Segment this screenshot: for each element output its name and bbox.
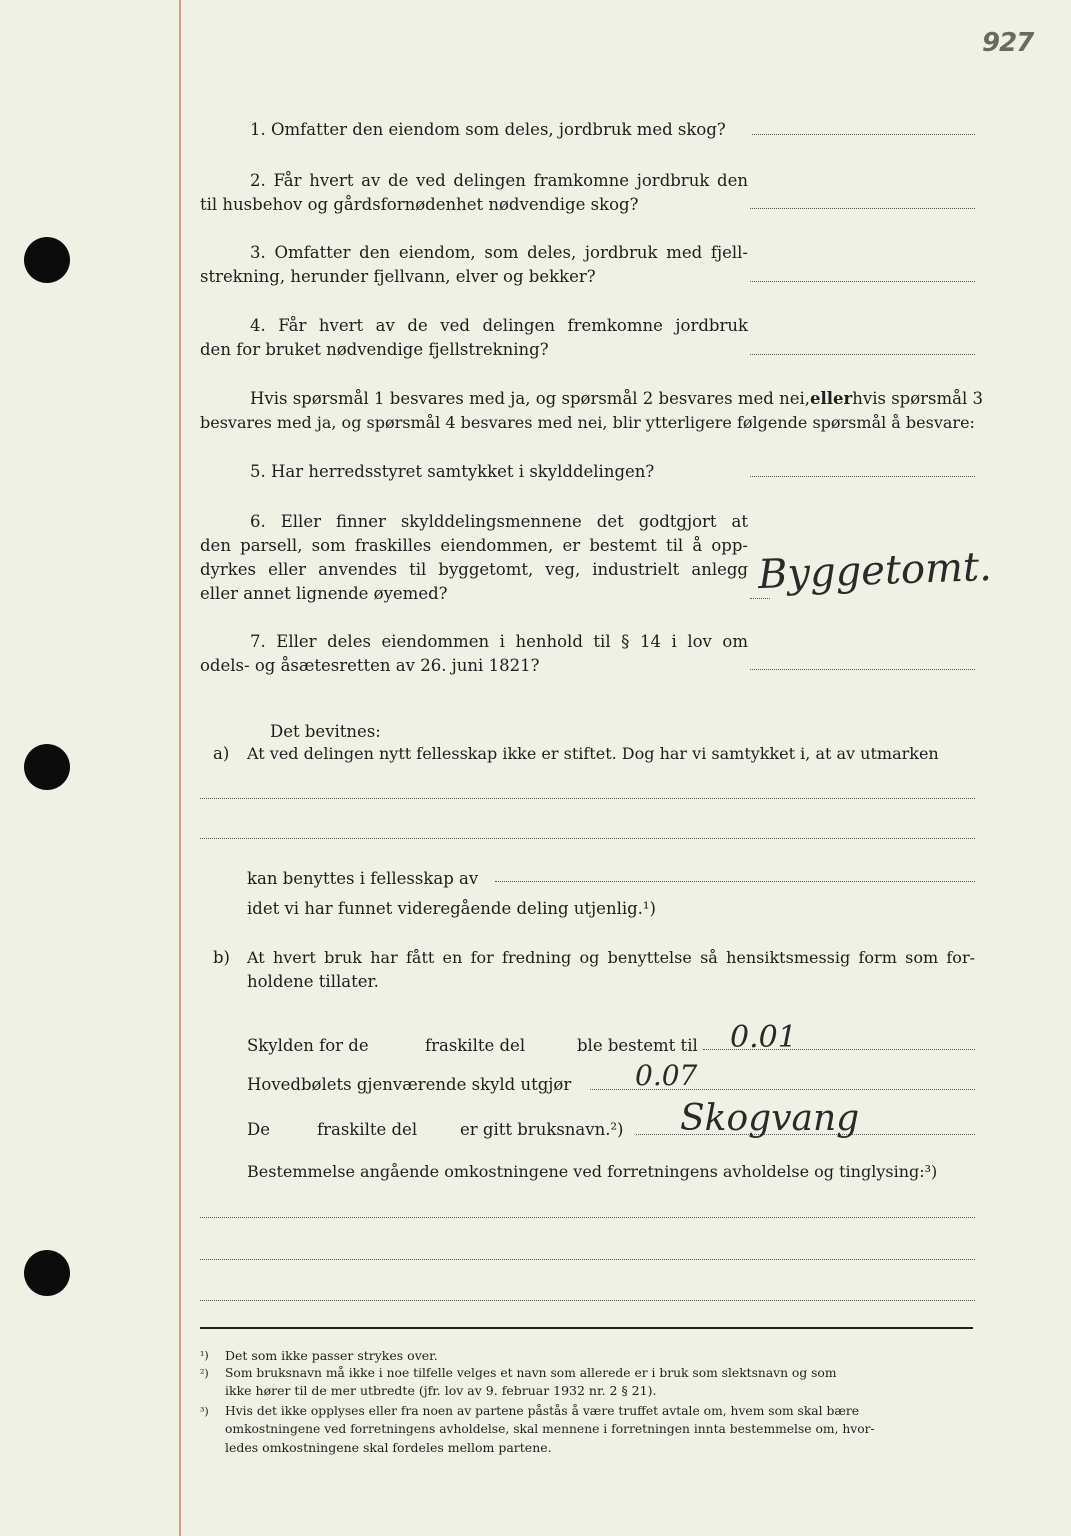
name-label-a: De bbox=[247, 1120, 270, 1139]
answer-line-5 bbox=[750, 476, 975, 477]
question-3-line-1: 3. Omfatter den eiendom, som deles, jordbruk med fjell- bbox=[250, 243, 748, 262]
question-6-line-1: 6. Eller finner skylddelingsmennene det godtgjort at bbox=[250, 512, 748, 531]
question-7-line-1: 7. Eller deles eiendommen i henhold til § 14 i lov om bbox=[250, 632, 748, 651]
footnote-2-mark: ²) bbox=[200, 1367, 209, 1380]
attest-b-line-1: At hvert bruk har fått en for fredning og benyttelse så hensiktsmessig form som for- bbox=[247, 948, 975, 967]
name-label-c: er gitt bruksnavn.²) bbox=[460, 1120, 624, 1139]
question-1: 1. Omfatter den eiendom som deles, jordbruk med skog? bbox=[250, 120, 726, 139]
shared-use-line bbox=[495, 881, 975, 882]
punch-hole bbox=[24, 744, 70, 790]
shared-use-label: kan benyttes i fellesskap av bbox=[247, 869, 479, 888]
footnote-3-line-2: omkostningene ved forretningens avholdelse, skal mennene i forretningen innta bestemmelse om, hvor- bbox=[225, 1422, 875, 1436]
condition-emphasis: eller bbox=[810, 389, 853, 408]
answer-line-6 bbox=[750, 598, 770, 599]
answer-line-7 bbox=[750, 669, 975, 670]
question-6-line-4: eller annet lignende øyemed? bbox=[200, 584, 448, 603]
skyld-label-c: ble bestemt til bbox=[577, 1036, 698, 1055]
question-6-line-2: den parsell, som fraskilles eiendommen, er bestemt til å opp- bbox=[200, 536, 748, 555]
attest-a-label: a) bbox=[213, 744, 230, 763]
question-2-line-2: til husbehov og gårdsfornødenhet nødvendige skog? bbox=[200, 195, 639, 214]
handwritten-answer-6: Byggetomt. bbox=[757, 543, 993, 599]
condition-line-1 bbox=[250, 387, 984, 411]
main-skyld-label: Hovedbølets gjenværende skyld utgjør bbox=[247, 1075, 572, 1094]
skyld-label-b: fraskilte del bbox=[425, 1036, 526, 1055]
skyld-label-a: Skylden for de bbox=[247, 1036, 369, 1055]
attest-b-label: b) bbox=[213, 948, 230, 967]
condition-line-2: besvares med ja, og spørsmål 4 besvares med nei, blir ytterligere følgende spørsmål å besvare: bbox=[200, 413, 975, 432]
question-4-line-2: den for bruket nødvendige fjellstrekning? bbox=[200, 340, 549, 359]
footnote-2-line-1: Som bruksnavn må ikke i noe tilfelle velges et navn som allerede er i bruk som slektsnavn og som bbox=[225, 1366, 837, 1380]
costs-line-2 bbox=[200, 1259, 975, 1260]
handwritten-skyld: 0.01 bbox=[730, 1020, 797, 1055]
margin-rule bbox=[179, 0, 181, 1536]
answer-line-1 bbox=[752, 134, 975, 135]
costs-line-3 bbox=[200, 1300, 975, 1301]
question-7-line-2: odels- og åsætesretten av 26. juni 1821? bbox=[200, 656, 540, 675]
handwritten-farm-name: Skogvang bbox=[680, 1098, 860, 1139]
utmark-line-1 bbox=[200, 798, 975, 799]
attest-heading: Det bevitnes: bbox=[270, 722, 381, 741]
footnote-1: Det som ikke passer strykes over. bbox=[225, 1348, 438, 1363]
utmark-line-2 bbox=[200, 838, 975, 839]
attest-a-reason: idet vi har funnet videregående deling utjenlig.¹) bbox=[247, 899, 656, 918]
footnote-1-mark: ¹) bbox=[200, 1349, 209, 1362]
footnote-3-line-1: Hvis det ikke opplyses eller fra noen av partene påstås å være truffet avtale om, hvem som skal bære bbox=[225, 1404, 860, 1418]
costs-line-1 bbox=[200, 1217, 975, 1218]
question-3-line-2: strekning, herunder fjellvann, elver og bekker? bbox=[200, 267, 596, 286]
attest-a-text: At ved delingen nytt fellesskap ikke er stiftet. Dog har vi samtykket i, at av utmarken bbox=[247, 744, 939, 763]
punch-hole bbox=[24, 1250, 70, 1296]
punch-hole bbox=[24, 237, 70, 283]
footnote-2-line-2: ikke hører til de mer utbredte (jfr. lov av 9. februar 1932 nr. 2 § 21). bbox=[225, 1383, 657, 1398]
footnote-3-line-3: ledes omkostningene skal fordeles mellom partene. bbox=[225, 1440, 552, 1455]
attest-b-line-2: holdene tillater. bbox=[247, 972, 379, 991]
question-5: 5. Har herredsstyret samtykket i skylddelingen? bbox=[250, 462, 655, 481]
answer-line-2 bbox=[750, 208, 975, 209]
costs-label: Bestemmelse angående omkostningene ved forretningens avholdelse og tinglysing:³) bbox=[247, 1162, 938, 1181]
name-label-b: fraskilte del bbox=[317, 1120, 418, 1139]
condition-text-c: hvis spørsmål 3 bbox=[852, 389, 984, 408]
question-2-line-1: 2. Får hvert av de ved delingen framkomne jordbruk den bbox=[250, 171, 748, 190]
answer-line-3 bbox=[750, 281, 975, 282]
handwritten-main-skyld: 0.07 bbox=[635, 1059, 698, 1092]
question-4-line-1: 4. Får hvert av de ved delingen fremkomne jordbruk bbox=[250, 316, 748, 335]
footnote-rule bbox=[200, 1327, 973, 1329]
footnote-3-mark: ³) bbox=[200, 1405, 209, 1418]
condition-text-a: Hvis spørsmål 1 besvares med ja, og spørsmål 2 besvares med nei, bbox=[250, 389, 811, 408]
question-6-line-3: dyrkes eller anvendes til byggetomt, veg, industrielt anlegg bbox=[200, 560, 748, 579]
page-number: 927 bbox=[982, 28, 1034, 58]
answer-line-4 bbox=[750, 354, 975, 355]
